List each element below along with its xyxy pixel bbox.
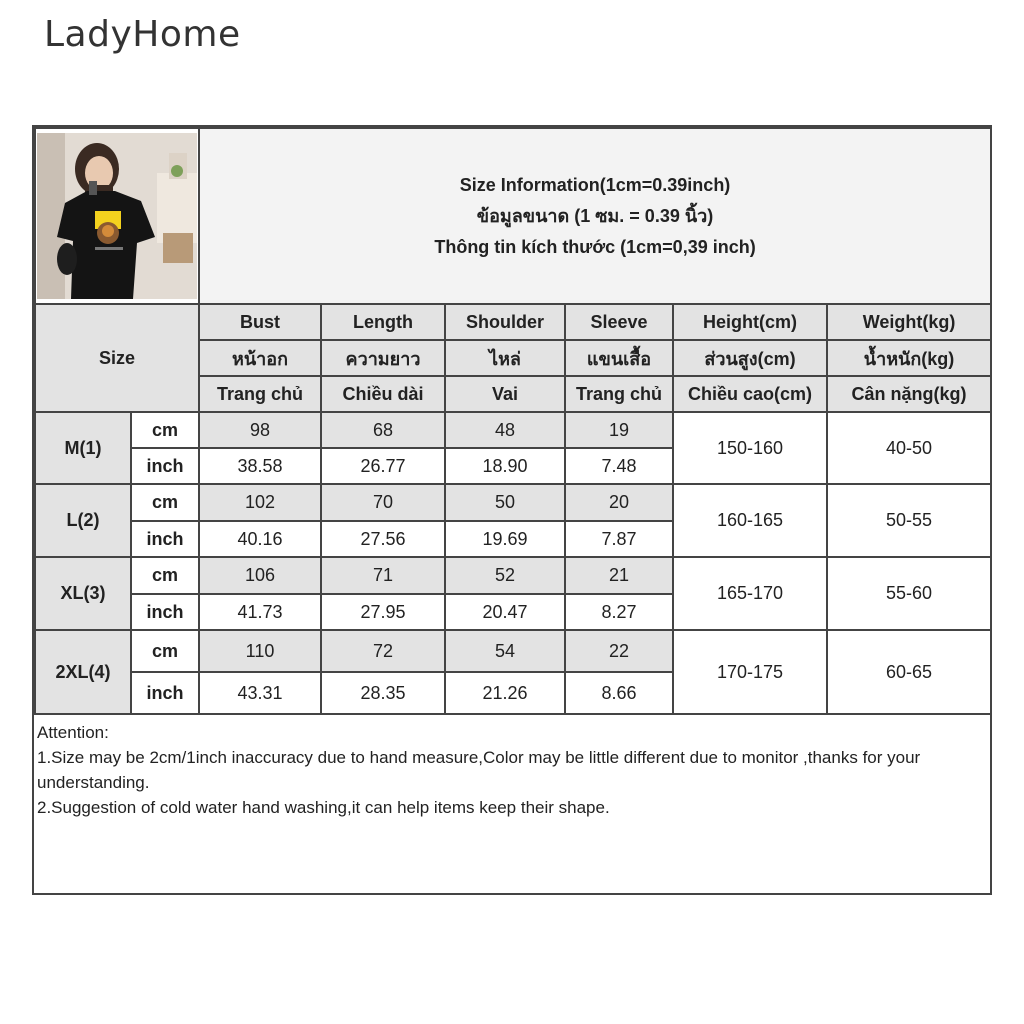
table-cell: 27.95 <box>321 594 445 630</box>
attention-note-1: 1.Size may be 2cm/1inch inaccuracy due to hand measure,Color may be little different due to monitor ,thanks for your understanding. <box>37 748 921 792</box>
model-illustration <box>37 133 197 299</box>
table-cell: 43.31 <box>199 672 321 714</box>
col-bust-en: Bust <box>199 304 321 340</box>
unit-inch: inch <box>131 594 199 630</box>
unit-cm: cm <box>131 412 199 448</box>
table-cell: 38.58 <box>199 448 321 484</box>
col-sleeve-th: แขนเสื้อ <box>565 340 673 376</box>
table-cell: 70 <box>321 484 445 521</box>
table-cell: 40.16 <box>199 521 321 557</box>
col-sleeve-vi: Trang chủ <box>565 376 673 412</box>
col-weight-vi: Cân nặng(kg) <box>827 376 991 412</box>
col-shoulder-en: Shoulder <box>445 304 565 340</box>
table-cell: 27.56 <box>321 521 445 557</box>
attention-title: Attention: <box>37 723 109 742</box>
height-range: 170-175 <box>673 630 827 714</box>
col-height-en: Height(cm) <box>673 304 827 340</box>
unit-cm: cm <box>131 630 199 672</box>
table-cell: 20 <box>565 484 673 521</box>
col-weight-th: น้ำหนัก(kg) <box>827 340 991 376</box>
weight-range: 50-55 <box>827 484 991 557</box>
table-cell: 68 <box>321 412 445 448</box>
size-info-english: Size Information(1cm=0.39inch) <box>459 174 731 195</box>
col-height-th: ส่วนสูง(cm) <box>673 340 827 376</box>
attention-note-2: 2.Suggestion of cold water hand washing,it can help items keep their shape. <box>37 798 610 817</box>
product-photo <box>37 133 197 299</box>
size-chart <box>32 125 992 895</box>
size-name-xl: XL(3) <box>35 557 131 630</box>
size-name-2xl: 2XL(4) <box>35 630 131 714</box>
table-cell: 8.66 <box>565 672 673 714</box>
table-cell: 22 <box>565 630 673 672</box>
table-cell: 18.90 <box>445 448 565 484</box>
col-bust-th: หน้าอก <box>199 340 321 376</box>
weight-range: 60-65 <box>827 630 991 714</box>
col-height-vi: Chiều cao(cm) <box>673 376 827 412</box>
col-length-vi: Chiều dài <box>321 376 445 412</box>
unit-cm: cm <box>131 557 199 594</box>
table-cell: 7.87 <box>565 521 673 557</box>
attention-notes <box>37 720 987 820</box>
table-cell: 28.35 <box>321 672 445 714</box>
height-range: 165-170 <box>673 557 827 630</box>
table-cell: 21 <box>565 557 673 594</box>
table-cell: 102 <box>199 484 321 521</box>
size-column-header: Size <box>35 304 199 412</box>
col-shoulder-vi: Vai <box>445 376 565 412</box>
table-cell: 71 <box>321 557 445 594</box>
size-information-header <box>199 128 991 304</box>
unit-cm: cm <box>131 484 199 521</box>
size-table <box>34 127 992 715</box>
table-cell: 48 <box>445 412 565 448</box>
product-photo-cell <box>35 128 199 304</box>
table-cell: 21.26 <box>445 672 565 714</box>
table-cell: 52 <box>445 557 565 594</box>
col-sleeve-en: Sleeve <box>565 304 673 340</box>
unit-inch: inch <box>131 672 199 714</box>
table-cell: 8.27 <box>565 594 673 630</box>
size-info-vietnamese: Thông tin kích thước (1cm=0,39 inch) <box>434 236 756 257</box>
col-length-th: ความยาว <box>321 340 445 376</box>
col-length-en: Length <box>321 304 445 340</box>
table-cell: 19.69 <box>445 521 565 557</box>
unit-inch: inch <box>131 448 199 484</box>
size-name-l: L(2) <box>35 484 131 557</box>
table-cell: 20.47 <box>445 594 565 630</box>
size-info-thai: ข้อมูลขนาด (1 ซม. = 0.39 นิ้ว) <box>476 205 714 226</box>
weight-range: 40-50 <box>827 412 991 484</box>
table-cell: 26.77 <box>321 448 445 484</box>
table-cell: 98 <box>199 412 321 448</box>
col-bust-vi: Trang chủ <box>199 376 321 412</box>
table-cell: 72 <box>321 630 445 672</box>
size-name-m: M(1) <box>35 412 131 484</box>
table-cell: 106 <box>199 557 321 594</box>
weight-range: 55-60 <box>827 557 991 630</box>
table-cell: 54 <box>445 630 565 672</box>
height-range: 160-165 <box>673 484 827 557</box>
table-cell: 19 <box>565 412 673 448</box>
brand-logo: LadyHome <box>44 14 241 55</box>
table-cell: 50 <box>445 484 565 521</box>
col-weight-en: Weight(kg) <box>827 304 991 340</box>
unit-inch: inch <box>131 521 199 557</box>
table-cell: 7.48 <box>565 448 673 484</box>
height-range: 150-160 <box>673 412 827 484</box>
col-shoulder-th: ไหล่ <box>445 340 565 376</box>
table-cell: 110 <box>199 630 321 672</box>
table-cell: 41.73 <box>199 594 321 630</box>
